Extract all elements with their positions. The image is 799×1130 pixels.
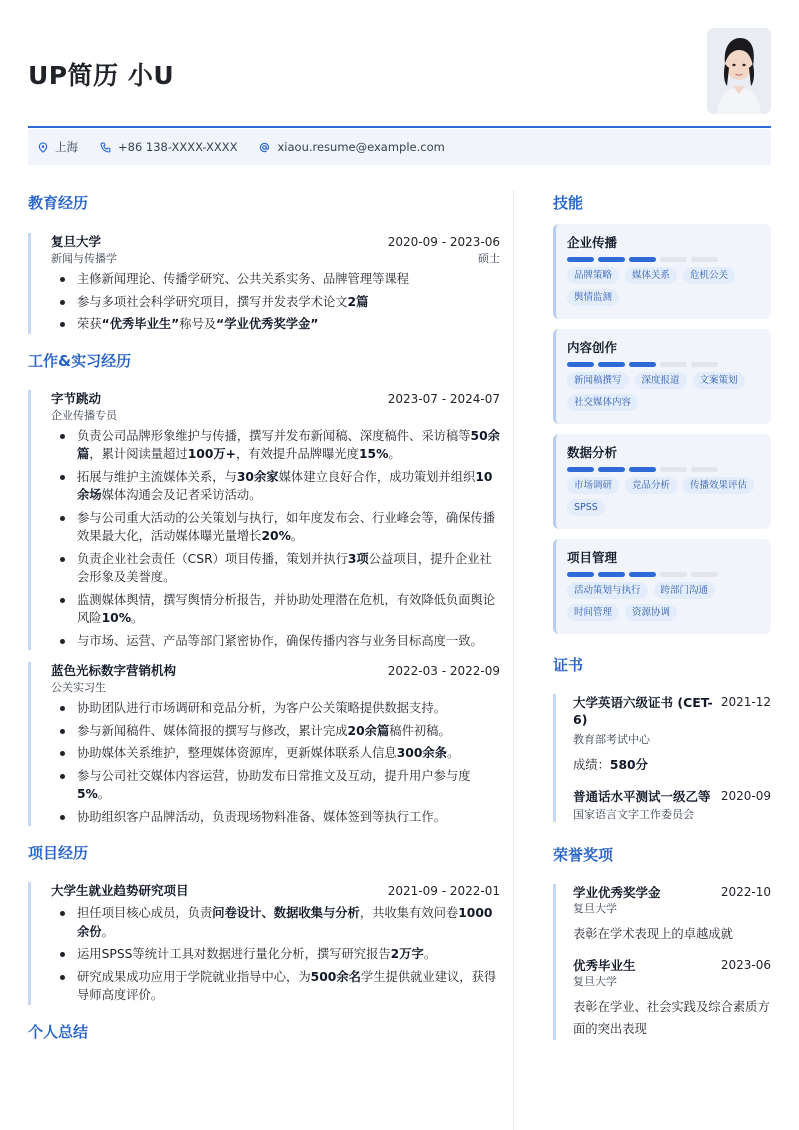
skill-level-segment [660, 572, 687, 577]
project-entry [28, 882, 500, 1005]
skill-level-segment [660, 362, 687, 367]
work-entry [28, 662, 500, 826]
highlight-text: 2篇 [347, 294, 369, 309]
role-text: 企业传播专员 [51, 408, 117, 422]
skill-level-bar [567, 572, 761, 577]
skill-level-segment [691, 362, 718, 367]
bullet-text: 参与公司社交媒体内容运营，协助发布日常推文及互动，提升用户参与度 [77, 768, 471, 783]
section-title-honors: 荣誉奖项 [553, 846, 614, 864]
score-value: 580分 [609, 758, 648, 772]
section-title-skills: 技能 [553, 194, 584, 212]
honor-desc: 表彰在学术表现上的卓越成就 [573, 927, 733, 941]
school-name: 复旦大学 [51, 234, 102, 249]
certificate-date: 2020-09 [720, 789, 771, 803]
skill-tags [567, 582, 761, 626]
skill-tag: 传播效果评估 [683, 477, 754, 494]
highlight-text: 问卷设计、数据收集与分析 [212, 906, 360, 920]
highlight-text: 15% [358, 447, 389, 461]
skill-name: 项目管理 [567, 550, 618, 565]
bullet-item [51, 293, 500, 312]
profile-photo [707, 28, 771, 114]
certificate-entry [553, 694, 771, 822]
bullet-text: ，有效提升品牌曝光度 [235, 447, 359, 461]
major-text: 新闻与传播学 [51, 252, 117, 265]
bullet-item [51, 945, 500, 964]
education-bullets [51, 270, 500, 334]
highlight-text: 30余家 [236, 469, 279, 484]
bullet-text: 担任项目核心成员，负责 [77, 906, 213, 920]
bullet-text: 荣获 [77, 317, 102, 331]
skill-level-segment [567, 257, 594, 262]
bullet-text: 参与新闻稿件、媒体简报的撰写与修改，累计完成 [77, 723, 348, 738]
resume-header [28, 28, 771, 118]
bullet-text: 负责公司品牌形象维护与传播，撰写并发布新闻稿、深度稿件、采访稿等 [77, 428, 471, 443]
certificate-date: 2021-12 [720, 695, 771, 709]
skill-name: 企业传播 [567, 235, 618, 250]
skill-level-bar [567, 257, 761, 262]
skill-name: 内容创作 [567, 340, 618, 355]
skill-level-segment [629, 257, 656, 262]
skill-level-segment [691, 467, 718, 472]
bullet-text: ，共收集有效问卷 [359, 906, 459, 920]
skill-tag: 市场调研 [567, 477, 619, 494]
skill-tag: 时间管理 [567, 604, 619, 621]
location-pin-icon [38, 142, 48, 153]
work-date: 2023-07 - 2024-07 [387, 391, 500, 406]
work-list [28, 390, 500, 827]
skill-level-segment [660, 467, 687, 472]
bullet-text: 稿件初稿。 [389, 723, 451, 738]
skill-level-segment [567, 467, 594, 472]
skill-tag: 媒体关系 [625, 267, 677, 284]
section-title-education: 教育经历 [28, 194, 89, 212]
project-bullets [51, 904, 500, 1005]
highlight-text: 20余篇 [347, 723, 390, 738]
contact-phone [100, 140, 237, 154]
skill-tag: 危机公关 [683, 267, 735, 284]
bullet-item [51, 315, 500, 334]
honor-date: 2023-06 [720, 958, 771, 972]
side-column [553, 190, 771, 1040]
skill-card [553, 329, 771, 424]
honor-org: 复旦大学 [573, 902, 617, 915]
bullet-text: 媒体建立良好合作，成功策划并组织 [278, 469, 476, 484]
column-divider [513, 190, 514, 1130]
skill-tag: SPSS [567, 499, 605, 516]
skill-tags [567, 267, 761, 311]
contact-email[interactable] [259, 140, 444, 154]
skill-tag: 文案策划 [693, 372, 745, 389]
honor-name: 学业优秀奖学金 [573, 885, 661, 900]
skill-tag: 舆情监测 [567, 289, 619, 306]
bullet-text: 。 [447, 746, 460, 760]
bullet-text: 协助组织客户品牌活动，负责现场物料准备、媒体签到等执行工作。 [77, 809, 446, 824]
skill-level-bar [567, 467, 761, 472]
skill-level-segment [567, 572, 594, 577]
bullet-item [51, 968, 500, 1005]
bullet-item [51, 767, 500, 804]
role-text: 公关实习生 [51, 681, 106, 694]
honor-date: 2022-10 [720, 885, 771, 899]
bullet-item [51, 270, 500, 289]
skill-level-segment [691, 572, 718, 577]
certificate-score-line [573, 757, 771, 774]
bullet-text: 学生提供就业建议，获得导师高度评价。 [77, 969, 497, 1002]
bullet-text: 媒体沟通会及记者采访活动。 [101, 488, 262, 502]
skill-level-bar [567, 362, 761, 367]
certificates-list [553, 694, 771, 822]
skill-level-segment [598, 257, 625, 262]
highlight-text: 50余篇 [77, 428, 500, 461]
certificate-name: 普通话水平测试一级乙等 [573, 789, 711, 804]
company-name: 蓝色光标数字营销机构 [51, 663, 177, 678]
highlight-text: 2万字 [390, 947, 424, 961]
bullet-item [51, 722, 500, 741]
bullet-text: 。 [290, 529, 304, 543]
skill-card [553, 434, 771, 529]
bullet-text: 称号及 [179, 317, 217, 331]
highlight-text: 10% [101, 611, 132, 625]
skill-tag: 深度报道 [635, 372, 687, 389]
bullet-item [51, 904, 500, 941]
honor-org: 复旦大学 [573, 975, 617, 988]
skill-name: 数据分析 [567, 445, 618, 460]
contact-location [38, 139, 78, 155]
bullet-text: 协助团队进行市场调研和竞品分析，为客户公关策略提供数据支持。 [77, 701, 446, 715]
highlight-text: 1000余份 [77, 906, 493, 939]
skill-level-segment [629, 362, 656, 367]
candidate-name: UP简历 小U [28, 61, 175, 90]
skill-level-segment [598, 362, 625, 367]
bullet-text: 研究成果成功应用于学院就业指导中心，为 [77, 969, 311, 984]
bullet-item [51, 699, 500, 718]
at-sign-icon [259, 142, 270, 153]
honors-list [553, 884, 771, 1040]
honor-name: 优秀毕业生 [573, 958, 636, 973]
bullet-item [51, 744, 500, 763]
work-bullets [51, 427, 500, 651]
section-title-summary: 个人总结 [28, 1022, 89, 1041]
highlight-text: 100万+ [187, 447, 236, 461]
bullet-item [51, 468, 500, 505]
bullet-item [51, 808, 500, 827]
bullet-text: 协助媒体关系维护，整理媒体资源库，更新媒体联系人信息 [77, 746, 397, 760]
skill-level-segment [691, 257, 718, 262]
bullet-text: 主修新闻理论、传播学研究、公共关系实务、品牌管理等课程 [77, 272, 410, 286]
certificate-issuer: 国家语言文字工作委员会 [573, 808, 694, 821]
contact-bar [28, 129, 771, 165]
bullet-item [51, 427, 500, 464]
education-date: 2020-09 - 2023-06 [387, 235, 500, 249]
bullet-text: 监测媒体舆情，撰写舆情分析报告，并协助处理潜在危机，有效降低负面舆论风险 [77, 592, 496, 625]
highlight-text: 5% [77, 787, 98, 801]
bullet-text: 。 [101, 924, 114, 939]
skill-tag: 活动策划与执行 [567, 582, 648, 599]
skill-tag: 跨部门沟通 [654, 582, 716, 599]
bullet-text: 。 [131, 611, 144, 625]
phone-icon [100, 142, 111, 153]
highlight-text: 20% [261, 529, 291, 543]
skills-list [553, 224, 771, 634]
section-title-work: 工作&实习经历 [28, 351, 132, 370]
skill-tag: 品牌策略 [567, 267, 619, 284]
certificate-name: 大学英语六级证书 (CET-6) [573, 695, 713, 727]
skill-level-segment [629, 572, 656, 577]
education-entry [28, 233, 500, 334]
skill-card [553, 224, 771, 319]
highlight-text: 500余名 [310, 969, 361, 984]
skill-card [553, 539, 771, 634]
bullet-item [51, 550, 500, 587]
phone-text: +86 138-XXXX-XXXX [118, 140, 238, 154]
work-entry [28, 390, 500, 651]
email-text[interactable]: xiaou.resume@example.com [277, 140, 445, 154]
skill-tag: 社交媒体内容 [567, 394, 638, 411]
honor-desc: 表彰在学业、社会实践及综合素质方面的突出表现 [573, 1000, 770, 1036]
header-rule [28, 126, 771, 128]
skill-tag: 资源协调 [625, 604, 677, 621]
bullet-text: 与市场、运营、产品等部门紧密协作，确保传播内容与业务目标高度一致。 [77, 633, 483, 648]
score-label: 成绩： [573, 758, 610, 772]
bullet-text: 参与公司重大活动的公关策划与执行，如年度发布会、行业峰会等，确保传播效果最大化，活动媒体曝光量增长 [77, 510, 496, 543]
city-text: 上海 [55, 140, 78, 154]
bullet-item [51, 509, 500, 546]
highlight-text: 10余场 [77, 469, 493, 502]
section-title-projects: 项目经历 [28, 844, 89, 862]
skill-tag: 竞品分析 [625, 477, 677, 494]
skill-tags [567, 477, 761, 521]
bullet-text: 。 [423, 947, 437, 961]
highlight-text: 3项 [347, 551, 369, 566]
skill-level-segment [567, 362, 594, 367]
work-date: 2022-03 - 2022-09 [387, 664, 500, 678]
bullet-text: 。 [388, 447, 401, 461]
section-title-certificates: 证书 [553, 656, 584, 674]
bullet-text: ，累计阅读量超过 [89, 447, 188, 461]
skill-level-segment [598, 467, 625, 472]
bullet-text: 运用SPSS等统计工具对数据进行量化分析，撰写研究报告 [77, 947, 391, 961]
company-name: 字节跳动 [51, 390, 102, 406]
project-date: 2021-09 - 2022-01 [387, 884, 500, 898]
highlight-text: “学业优秀奖学金” [216, 317, 319, 331]
bullet-item [51, 591, 500, 628]
work-bullets [51, 699, 500, 826]
certificate-issuer: 教育部考试中心 [573, 733, 650, 746]
bullet-item [51, 632, 500, 651]
highlight-text: “优秀毕业生” [101, 317, 180, 331]
bullet-text: 。 [97, 787, 111, 801]
honor-entry [553, 884, 771, 1040]
skill-tags [567, 372, 761, 416]
bullet-text: 拓展与维护主流媒体关系，与 [77, 469, 237, 484]
skill-tag: 新闻稿撰写 [567, 372, 629, 389]
bullet-text: 负责企业社会责任（CSR）项目传播，策划并执行 [77, 551, 348, 566]
highlight-text: 300余条 [396, 746, 447, 760]
skill-level-segment [629, 467, 656, 472]
skill-level-segment [660, 257, 687, 262]
bullet-text: 参与多项社会科学研究项目，撰写并发表学术论文 [77, 294, 348, 309]
bullet-text: 公益项目，提升企业社会形象及美誉度。 [77, 551, 492, 584]
degree-text: 硕士 [478, 252, 500, 265]
project-name: 大学生就业趋势研究项目 [51, 883, 189, 898]
main-column [28, 190, 500, 1045]
skill-level-segment [598, 572, 625, 577]
